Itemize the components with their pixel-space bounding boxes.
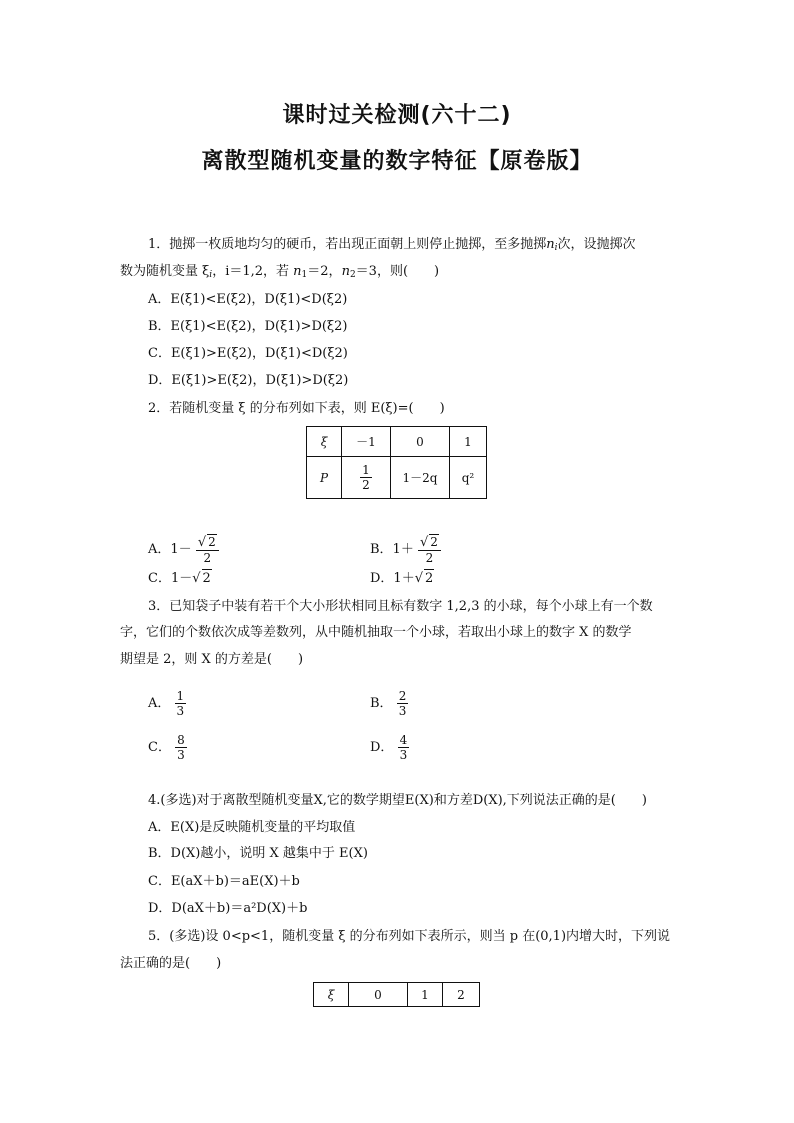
question-4-option-d: D．D(aX＋b)＝a²D(X)＋b	[148, 901, 308, 916]
question-4-option-c: C．E(aX＋b)＝aE(X)＋b	[148, 874, 300, 889]
question-2-option-d: D．1＋√ 2	[370, 571, 434, 586]
question-2-option-b: B．1＋ $\frac{√ 2}{2}$	[370, 534, 441, 565]
question-2-text: 2．若随机变量 ξ 的分布列如下表，则 E(ξ)=( )	[148, 401, 445, 416]
question-3-option-c: C． $\frac{8}{3}$	[148, 733, 185, 762]
question-1-line-1: 1．抛掷一枚质地均匀的硬币，若出现正面朝上则停止抛掷，至多抛掷$n_i$次，设抛掷次	[148, 237, 636, 253]
question-5-distribution-table: ξ 0 1 2	[313, 982, 480, 1007]
question-3-line-3: 期望是 2，则 X 的方差是( )	[120, 652, 304, 667]
question-3-option-d: D． $\frac{4}{3}$	[370, 733, 408, 762]
question-1-line-2: 数为随机变量 $\xi_i$，i＝1,2，若 $n_1=2$，$n_2=3$，则( )	[120, 264, 440, 280]
question-4-option-a: A．E(X)是反映随机变量的平均取值	[148, 820, 356, 835]
question-2-option-a: A．1－ $\frac{√ 2}{2}$	[148, 534, 219, 565]
question-3-line-2: 字，它们的个数依次成等差数列，从中随机抽取一个小球，若取出小球上的数字 X 的数学	[120, 625, 632, 640]
question-3-option-a: A． $\frac{1}{3}$	[148, 689, 185, 718]
question-1-option-b: B．E(ξ1)<E(ξ2)，D(ξ1)>D(ξ2)	[148, 319, 348, 334]
question-2-option-c: C．1－√ 2	[148, 571, 211, 586]
question-3-line-1: 3．已知袋子中装有若干个大小形状相同且标有数字 1,2,3 的小球，每个小球上有一个数	[148, 599, 653, 614]
question-4-text: 4.(多选)对于离散型随机变量X,它的数学期望E(X)和方差D(X),下列说法正确的是( )	[148, 793, 647, 808]
question-1-option-d: D．E(ξ1)>E(ξ2)，D(ξ1)>D(ξ2)	[148, 373, 349, 388]
sqrt-icon: √	[197, 535, 207, 550]
page-title: 课时过关检测(六十二)	[282, 103, 512, 128]
page-subtitle: 离散型随机变量的数字特征【原卷版】	[201, 149, 593, 174]
fraction-one-half: $\frac{1}{2}$	[362, 463, 370, 492]
question-3-option-b: B． $\frac{2}{3}$	[370, 689, 407, 718]
sqrt-icon: √	[419, 535, 429, 550]
question-5-line-1: 5．(多选)设 0<p<1，随机变量 ξ 的分布列如下表所示，则当 p 在(0,1)内增大时，下列说	[148, 929, 671, 944]
question-5-line-2: 法正确的是( )	[120, 956, 222, 971]
sqrt-icon: √	[192, 571, 201, 586]
question-2-distribution-table: ξ －1 0 1 P $\frac{1}{2}$ 1－2q q²	[306, 426, 487, 499]
question-4-option-b: B．D(X)越小，说明 X 越集中于 E(X)	[148, 846, 368, 861]
question-1-option-a: A．E(ξ1)<E(ξ2)，D(ξ1)<D(ξ2)	[148, 292, 348, 307]
sqrt-icon: √	[414, 571, 423, 586]
question-1-option-c: C．E(ξ1)>E(ξ2)，D(ξ1)<D(ξ2)	[148, 346, 348, 361]
